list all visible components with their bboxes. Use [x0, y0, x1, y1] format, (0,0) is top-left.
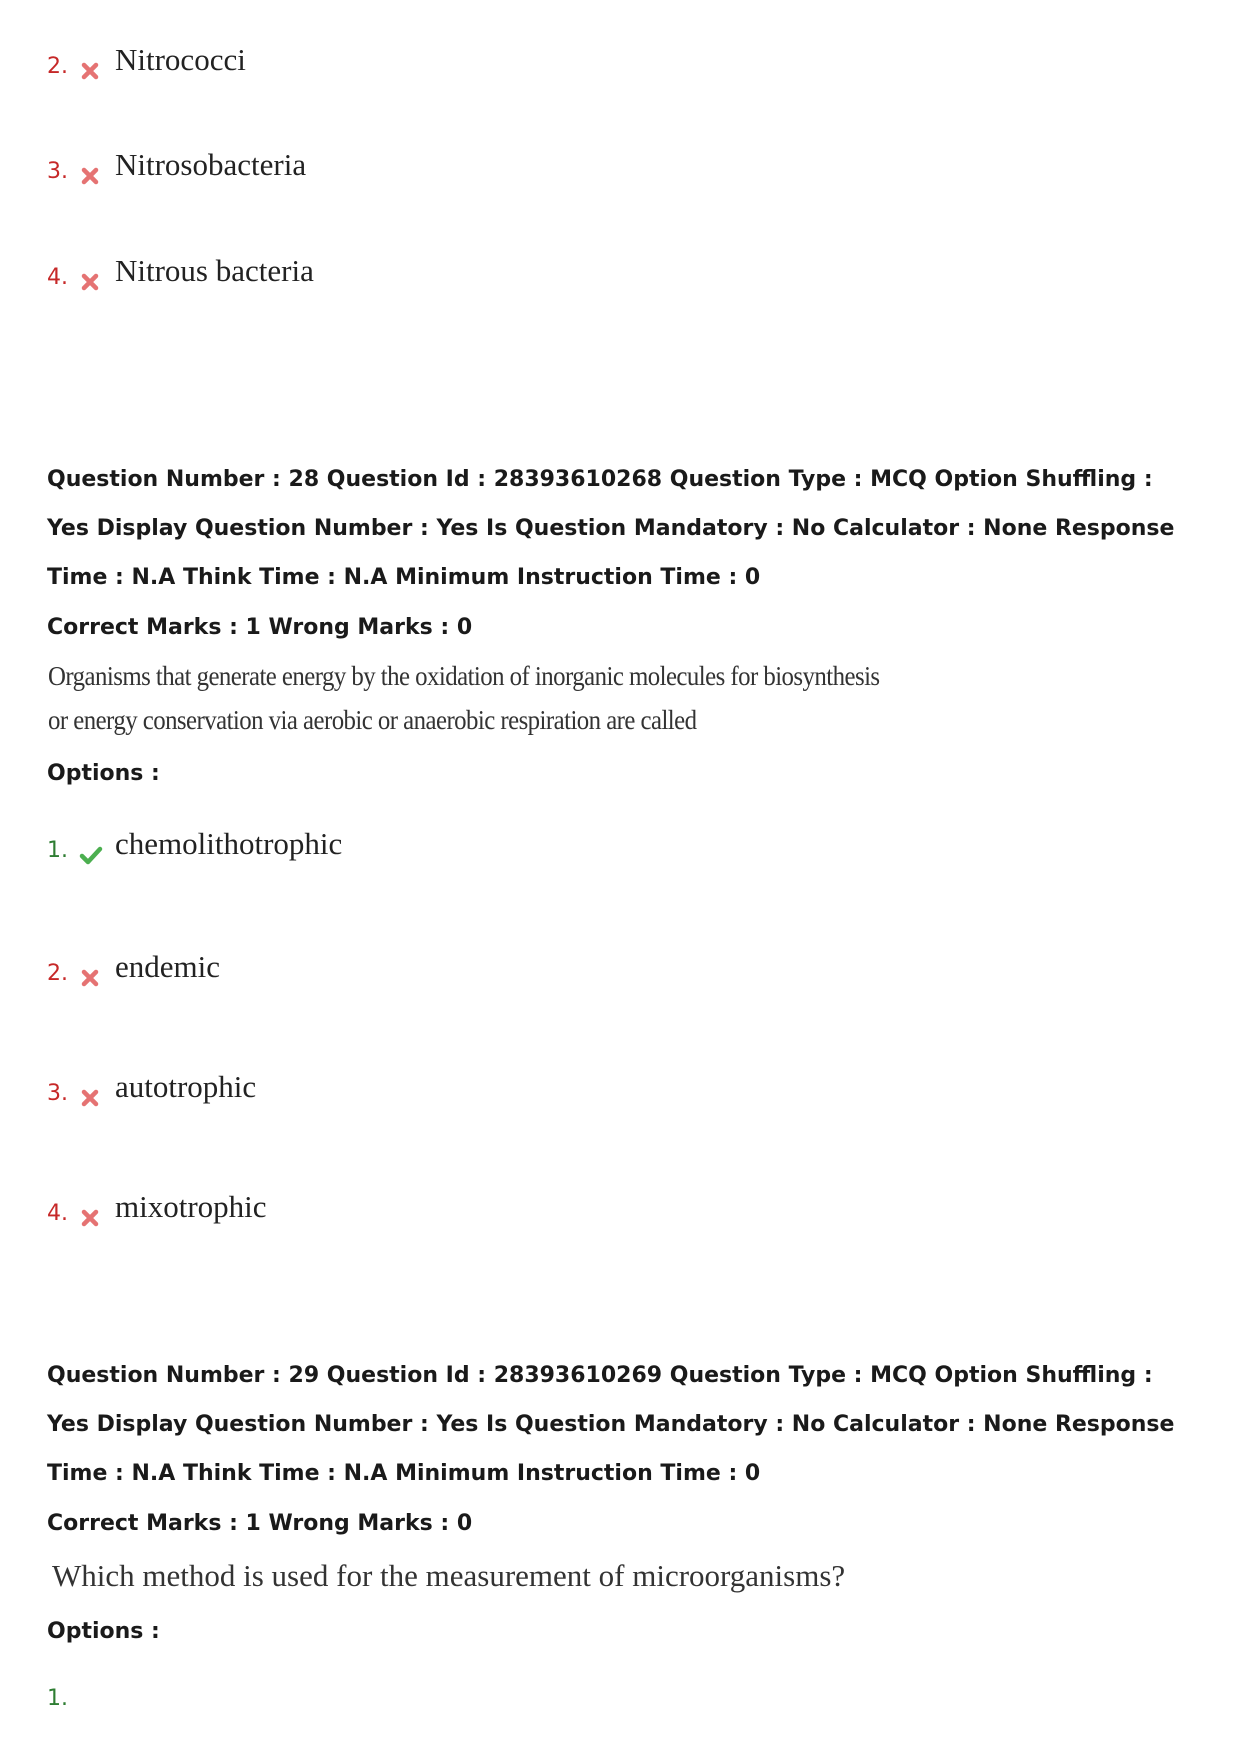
- question-29-options-label: Options :: [47, 1619, 160, 1644]
- q28-option-2: [47, 949, 220, 997]
- question-28-meta: Question Number : 28 Question Id : 28393610268 Question Type : MCQ Option Shuffling : Yes Display Question Number : Yes Is Question Mandatory : No Calculator : None Response Time : N.A Think Time : N.A Minimum Instruction Time : 0: [47, 467, 1175, 590]
- option-number: 2.: [47, 53, 68, 79]
- cross-icon: [79, 967, 101, 989]
- question-28-text: [48, 654, 1060, 742]
- cross-icon: [79, 1087, 101, 1109]
- cross-icon: [79, 165, 101, 187]
- question-28-marks: Correct Marks : 1 Wrong Marks : 0: [47, 615, 473, 640]
- question-29-meta: Question Number : 29 Question Id : 28393610269 Question Type : MCQ Option Shuffling : Yes Display Question Number : Yes Is Question Mandatory : No Calculator : None Response Time : N.A Think Time : N.A Minimum Instruction Time : 0: [47, 1363, 1175, 1486]
- option-text: chemolithotrophic: [115, 826, 343, 861]
- option-number: 3.: [47, 158, 68, 184]
- question-28-options-label: Options :: [47, 761, 160, 786]
- question-28-line-1: Organisms that generate energy by the oxidation of inorganic molecules for biosynthesis: [48, 661, 880, 691]
- option-text: Nitrosobacteria: [115, 147, 307, 182]
- option-text: Nitrococci: [115, 42, 246, 77]
- question-29-text: Which method is used for the measurement of microorganisms?: [52, 1558, 846, 1593]
- check-icon: [79, 844, 101, 866]
- q28-option-3: [47, 1069, 256, 1117]
- question-28-line-2: or energy conservation via aerobic or anaerobic respiration are called: [48, 705, 697, 735]
- option-number: 3.: [47, 1080, 68, 1106]
- prev-option-4: [47, 253, 314, 301]
- option-text: endemic: [115, 949, 221, 984]
- cross-icon: [79, 60, 101, 82]
- option-number: 4.: [47, 1200, 68, 1226]
- option-number: 1.: [47, 1685, 68, 1711]
- option-number: 2.: [47, 960, 68, 986]
- option-text: mixotrophic: [115, 1189, 267, 1224]
- prev-option-2: [47, 42, 246, 90]
- option-text: autotrophic: [115, 1069, 257, 1104]
- cross-icon: [79, 271, 101, 293]
- option-number: 4.: [47, 264, 68, 290]
- cross-icon: [79, 1207, 101, 1229]
- option-text: Nitrous bacteria: [115, 253, 314, 288]
- q28-option-4: [47, 1189, 267, 1237]
- prev-option-3: [47, 147, 306, 195]
- option-number: 1.: [47, 837, 68, 863]
- question-29-marks: Correct Marks : 1 Wrong Marks : 0: [47, 1511, 473, 1536]
- q28-option-1: [47, 826, 342, 874]
- q29-option-1: [47, 1674, 77, 1722]
